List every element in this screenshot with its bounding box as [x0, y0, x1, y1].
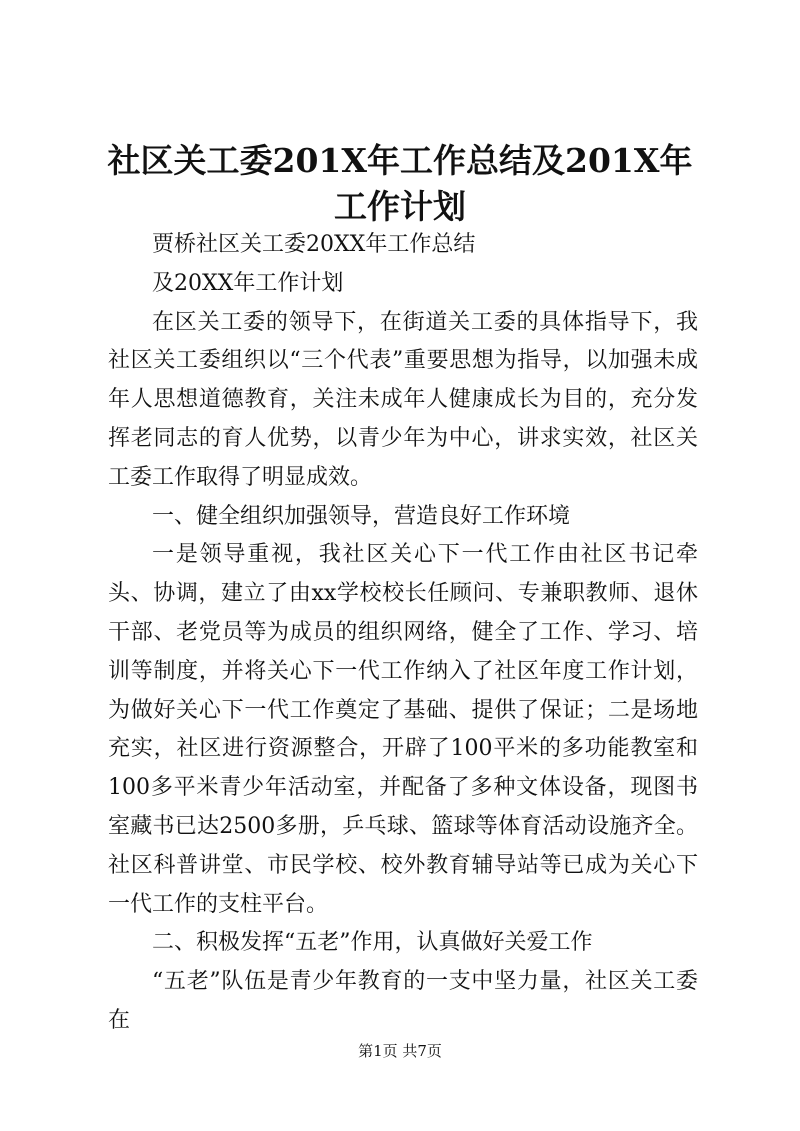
page-number-footer: 第1页 共7页 — [358, 1042, 442, 1060]
section-1-paragraph: 一是领导重视，我社区关心下一代工作由社区书记牵头、协调，建立了由xx学校校长任顾问、专兼职教师、退休干部、老党员等为成员的组织网络，健全了工作、学习、培训等制度，并将关心下一代工作纳入了社区年度工作计划，为做好关心下一代工作奠定了基础、提供了保证；二是场地充实，社区进行资源整合，开辟了100平米的多功能教室和100多平米青少年活动室，并配备了多种文体设备，现图书室藏书已达2500多册，乒乓球、篮球等体育活动设施齐全。社区科普讲堂、市民学校、校外教育辅导站等已成为关心下一代工作的支柱平台。 — [108, 542, 698, 917]
subtitle-line-1: 贾桥社区关工委20XX年工作总结 — [152, 232, 476, 257]
section-heading-2: 二、积极发挥“五老”作用，认真做好关爱工作 — [152, 930, 593, 956]
section-heading-1: 一、健全组织加强领导，营造良好工作环境 — [152, 503, 571, 529]
document-body — [108, 226, 698, 1041]
intro-paragraph: 在区关工委的领导下，在街道关工委的具体指导下，我社区关工委组织以“三个代表”重要思想为指导，以加强未成年人思想道德教育，关注未成年人健康成长为目的，充分发挥老同志的育人优势，以青少年为中心，讲求实效，社区关工委工作取得了明显成效。 — [108, 309, 698, 490]
subtitle-line-2: 及20XX年工作计划 — [152, 270, 344, 296]
document-title: 社区关工委201X年工作总结及201X年工作计划 — [107, 141, 693, 226]
section-2-paragraph: “五老”队伍是青少年教育的一支中坚力量，社区关工委在 — [108, 969, 698, 1033]
